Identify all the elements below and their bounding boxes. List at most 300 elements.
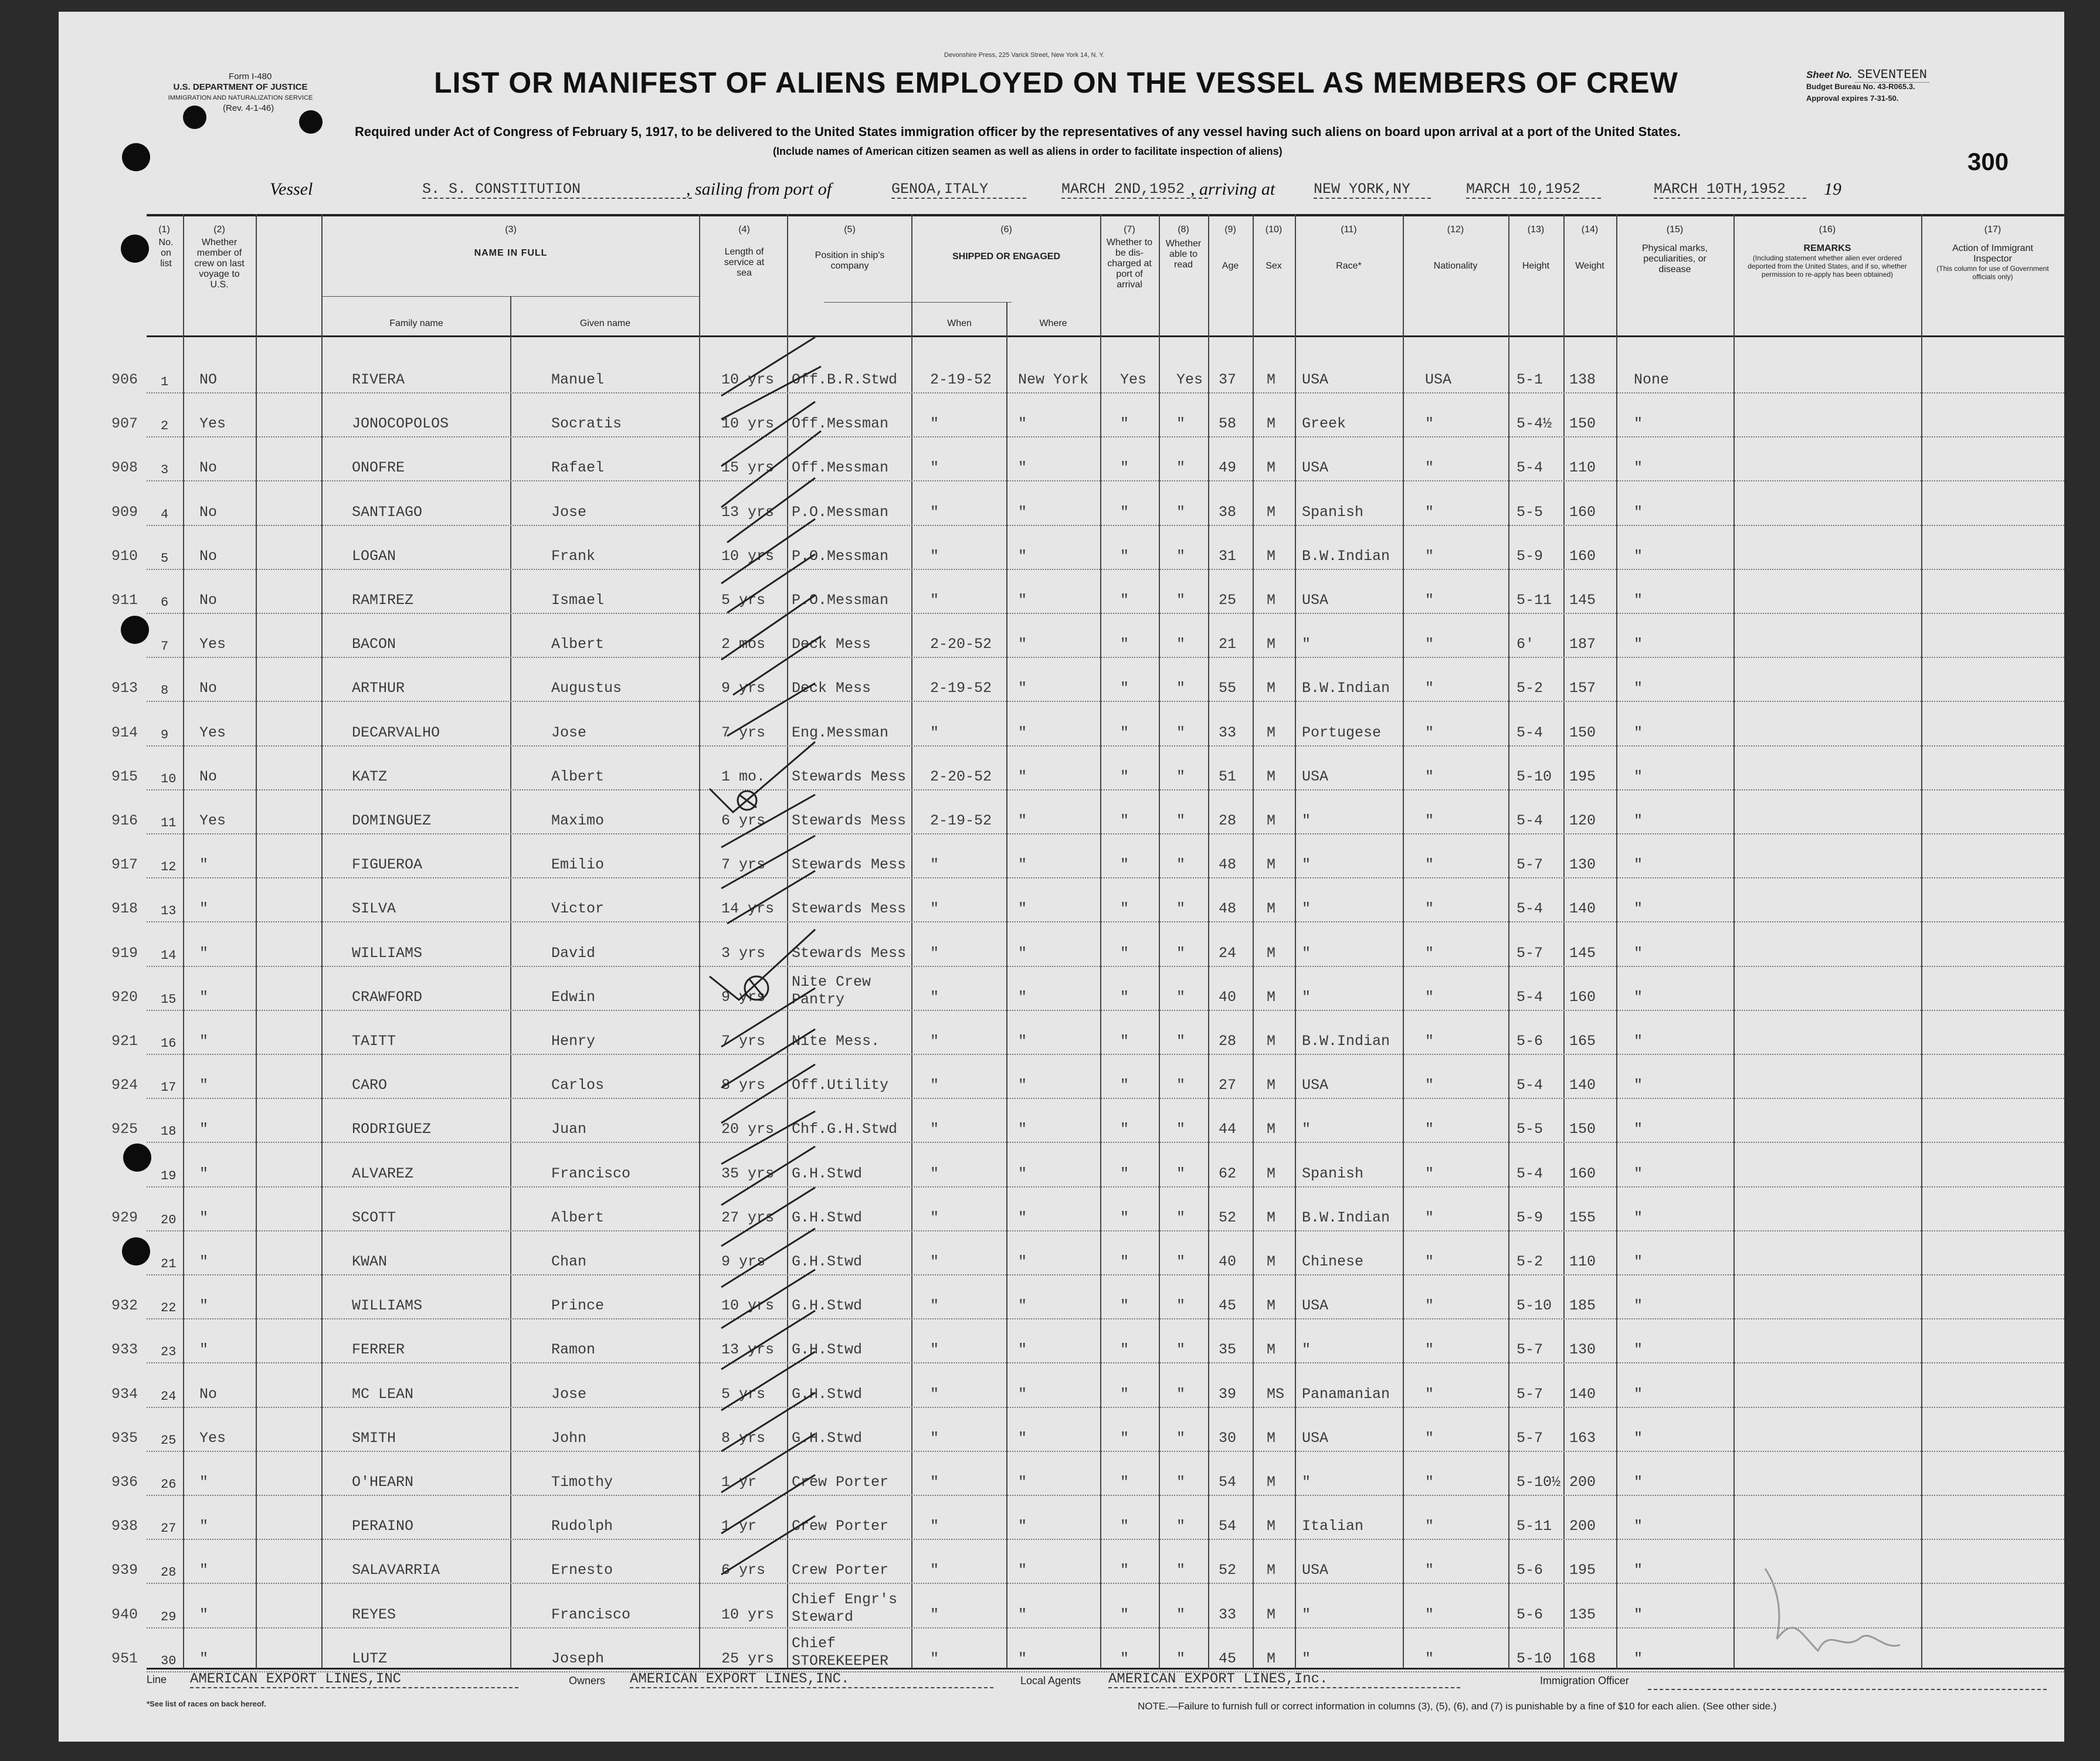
- cell-service-length: 5 yrs: [721, 1386, 766, 1403]
- cell-family-name: O'HEARN: [352, 1474, 414, 1491]
- sheet-number-block: [1806, 69, 2017, 104]
- cell-position-line2: STOREKEEPER: [792, 1653, 889, 1670]
- cell-position: Stewards Mess: [792, 812, 907, 829]
- cell-given-name: Augustus: [551, 680, 622, 697]
- row-rule: [147, 1230, 2064, 1231]
- cell-seq-number: 929: [111, 1209, 138, 1226]
- cell-given-name: Manuel: [551, 371, 605, 388]
- cell-given-name: Jose: [551, 504, 587, 521]
- cell-race: Portugese: [1302, 724, 1382, 741]
- cell-able-to-read: ": [1176, 1650, 1186, 1667]
- cell-position: P.O.Messman: [792, 592, 889, 609]
- cell-nationality: ": [1425, 1121, 1434, 1138]
- cell-physical-marks: ": [1634, 1165, 1643, 1182]
- cell-shipped-when: ": [930, 1077, 939, 1094]
- col-header-7: (7) Whether to be dis-charged at port of arrival: [1106, 225, 1153, 290]
- cell-nationality: ": [1425, 1430, 1434, 1447]
- cell-race: USA: [1302, 768, 1329, 785]
- cell-discharged: ": [1120, 592, 1129, 609]
- cell-seq-number: 939: [111, 1562, 138, 1579]
- cell-position: Nite Mess.: [792, 1033, 880, 1050]
- cell-height: 5-9: [1517, 548, 1543, 565]
- row-number: 4: [161, 507, 169, 522]
- cell-discharged: ": [1120, 945, 1129, 962]
- cell-shipped-where: ": [1018, 680, 1027, 697]
- row-number: 10: [161, 772, 177, 786]
- punch-hole: [122, 1237, 150, 1265]
- inspector-signature: [1742, 1563, 1918, 1680]
- cell-shipped-where: ": [1018, 989, 1027, 1006]
- cell-shipped-when: ": [930, 415, 939, 432]
- cell-prev-voyage: ": [199, 1121, 209, 1138]
- cell-sex: M: [1267, 724, 1276, 741]
- cell-race: Spanish: [1302, 1165, 1364, 1182]
- cell-family-name: SILVA: [352, 900, 396, 917]
- cell-weight: 163: [1569, 1430, 1596, 1447]
- cell-prev-voyage: ": [199, 1650, 209, 1667]
- cell-weight: 157: [1569, 680, 1596, 697]
- col-header-6-where: Where: [1039, 318, 1067, 328]
- cell-physical-marks: ": [1634, 1474, 1643, 1491]
- cell-shipped-where: ": [1018, 636, 1027, 653]
- cell-shipped-when: 2-20-52: [930, 636, 992, 653]
- cell-family-name: TAITT: [352, 1033, 396, 1050]
- cell-seq-number: 932: [111, 1297, 138, 1314]
- cell-given-name: Francisco: [551, 1165, 631, 1182]
- cell-able-to-read: ": [1176, 1209, 1186, 1226]
- cell-discharged: ": [1120, 1121, 1129, 1138]
- cell-physical-marks: ": [1634, 1253, 1643, 1270]
- form-number: Form I-480: [229, 72, 272, 82]
- row-number: 9: [161, 728, 169, 742]
- row-rule: [147, 1186, 2064, 1187]
- cell-seq-number: 940: [111, 1606, 138, 1623]
- cell-discharged: ": [1120, 415, 1129, 432]
- cell-nationality: USA: [1425, 371, 1452, 388]
- cell-shipped-when: ": [930, 1518, 939, 1535]
- cell-age: 21: [1219, 636, 1237, 653]
- cell-age: 58: [1219, 415, 1237, 432]
- cell-sex: M: [1267, 1033, 1276, 1050]
- cell-prev-voyage: Yes: [199, 724, 226, 741]
- cell-position: Chief Engr's: [792, 1591, 898, 1608]
- cell-able-to-read: ": [1176, 1253, 1186, 1270]
- cell-race: ": [1302, 989, 1311, 1006]
- row-number: 29: [161, 1610, 177, 1624]
- cell-sex: M: [1267, 504, 1276, 521]
- cell-height: 5-11: [1517, 592, 1552, 609]
- cell-height: 6': [1517, 636, 1535, 653]
- cell-discharged: ": [1120, 636, 1129, 653]
- row-number: 17: [161, 1080, 177, 1095]
- cell-position: Crew Porter: [792, 1518, 889, 1535]
- cell-able-to-read: ": [1176, 1430, 1186, 1447]
- cell-sex: M: [1267, 1430, 1276, 1447]
- cell-weight: 120: [1569, 812, 1596, 829]
- cell-seq-number: 916: [111, 812, 138, 829]
- cell-race: Spanish: [1302, 504, 1364, 521]
- cell-service-length: 10 yrs: [721, 1606, 775, 1623]
- cell-nationality: ": [1425, 504, 1434, 521]
- cell-service-length: 15 yrs: [721, 459, 775, 476]
- cell-prev-voyage: ": [199, 1297, 209, 1314]
- cell-position: P.O.Messman: [792, 548, 889, 565]
- cell-shipped-when: ": [930, 1562, 939, 1579]
- officer-label: Immigration Officer: [1540, 1675, 1629, 1687]
- cell-seq-number: 914: [111, 724, 138, 741]
- cell-sex: M: [1267, 459, 1276, 476]
- cell-sex: M: [1267, 680, 1276, 697]
- row-number: 13: [161, 904, 177, 918]
- revision: (Rev. 4-1-46): [223, 103, 274, 113]
- cell-race: B.W.Indian: [1302, 1209, 1390, 1226]
- cell-nationality: ": [1425, 856, 1434, 873]
- row-number: 23: [161, 1345, 177, 1359]
- cell-prev-voyage: ": [199, 1209, 209, 1226]
- cell-discharged: ": [1120, 724, 1129, 741]
- cell-sex: M: [1267, 1518, 1276, 1535]
- cell-service-length: 7 yrs: [721, 1033, 766, 1050]
- cell-shipped-when: ": [930, 1297, 939, 1314]
- cell-nationality: ": [1425, 1606, 1434, 1623]
- cell-position: Nite Crew: [792, 973, 871, 990]
- cell-seq-number: 906: [111, 371, 138, 388]
- cell-position: Deck Mess: [792, 636, 871, 653]
- cell-prev-voyage: ": [199, 1253, 209, 1270]
- cell-family-name: ARTHUR: [352, 680, 405, 697]
- cell-able-to-read: ": [1176, 1121, 1186, 1138]
- cell-weight: 150: [1569, 415, 1596, 432]
- cell-shipped-when: ": [930, 1430, 939, 1447]
- cell-able-to-read: ": [1176, 680, 1186, 697]
- cell-able-to-read: ": [1176, 1033, 1186, 1050]
- penalty-note: NOTE.—Failure to furnish full or correct information in columns (3), (5), (6), and (7) is punishable by a fine of $10 for each alien. (See other side.): [1138, 1701, 1777, 1712]
- sheet-number: SEVENTEEN: [1855, 67, 1929, 83]
- col-header-8: (8) Whether able to read: [1165, 225, 1202, 270]
- cell-seq-number: 921: [111, 1033, 138, 1050]
- cell-family-name: KATZ: [352, 768, 388, 785]
- cell-service-length: 6 yrs: [721, 1562, 766, 1579]
- cell-discharged: ": [1120, 1386, 1129, 1403]
- cell-prev-voyage: ": [199, 1077, 209, 1094]
- cell-sex: M: [1267, 592, 1276, 609]
- cell-race: USA: [1302, 1562, 1329, 1579]
- cell-given-name: Juan: [551, 1121, 587, 1138]
- cell-given-name: Rafael: [551, 459, 605, 476]
- cell-shipped-where: ": [1018, 459, 1027, 476]
- punch-hole: [121, 235, 149, 263]
- cell-weight: 160: [1569, 1165, 1596, 1182]
- cell-able-to-read: ": [1176, 1474, 1186, 1491]
- cell-sex: M: [1267, 636, 1276, 653]
- cell-race: ": [1302, 856, 1311, 873]
- col-header-1: (1) No. on list: [158, 225, 174, 269]
- cell-height: 5-5: [1517, 504, 1543, 521]
- row-number: 21: [161, 1257, 177, 1271]
- row-number: 1: [161, 375, 169, 389]
- printer-imprint: Devonshire Press, 225 Varick Street, New York 14, N. Y.: [944, 52, 1105, 59]
- cell-physical-marks: ": [1634, 459, 1643, 476]
- cell-service-length: 8 yrs: [721, 1430, 766, 1447]
- year-label: 19: [1824, 179, 1841, 199]
- cell-discharged: ": [1120, 1474, 1129, 1491]
- row-number: 2: [161, 419, 169, 433]
- cell-sex: M: [1267, 1650, 1276, 1667]
- cell-physical-marks: ": [1634, 989, 1643, 1006]
- cell-seq-number: 911: [111, 592, 138, 609]
- cell-weight: 200: [1569, 1518, 1596, 1535]
- cell-able-to-read: ": [1176, 1297, 1186, 1314]
- cell-height: 5-5: [1517, 1121, 1543, 1138]
- manifest-sheet: [59, 12, 2064, 1742]
- cell-given-name: Carlos: [551, 1077, 605, 1094]
- cell-race: Italian: [1302, 1518, 1364, 1535]
- cell-shipped-when: ": [930, 1341, 939, 1358]
- cell-physical-marks: ": [1634, 1077, 1643, 1094]
- cell-nationality: ": [1425, 636, 1434, 653]
- cell-discharged: ": [1120, 548, 1129, 565]
- cell-discharged: ": [1120, 1253, 1129, 1270]
- cell-position: G.H.Stwd: [792, 1297, 863, 1314]
- cell-service-length: 10 yrs: [721, 1297, 775, 1314]
- cell-discharged: ": [1120, 900, 1129, 917]
- cell-position: Crew Porter: [792, 1474, 889, 1491]
- cell-able-to-read: ": [1176, 415, 1186, 432]
- cell-given-name: Jose: [551, 1386, 587, 1403]
- form-id-block: [141, 72, 340, 114]
- approval-expires: Approval expires 7-31-50.: [1806, 94, 1899, 103]
- cell-seq-number: 910: [111, 548, 138, 565]
- subtitle: Required under Act of Congress of February 5, 1917, to be delivered to the United States immigration officer by the representatives of any vessel having such aliens on board upon arrival at a port of the United States.: [355, 124, 1681, 139]
- row-number: 16: [161, 1036, 177, 1051]
- row-rule: [147, 1274, 2064, 1275]
- cell-prev-voyage: ": [199, 1341, 209, 1358]
- cell-able-to-read: ": [1176, 459, 1186, 476]
- cell-position: G.H.Stwd: [792, 1209, 863, 1226]
- cell-discharged: ": [1120, 1562, 1129, 1579]
- cell-position: Off.Utility: [792, 1077, 889, 1094]
- vessel-label: Vessel: [270, 179, 313, 199]
- cell-sex: M: [1267, 1253, 1276, 1270]
- cell-race: USA: [1302, 371, 1329, 388]
- cell-shipped-when: ": [930, 900, 939, 917]
- row-number: 30: [161, 1654, 177, 1668]
- row-rule: [147, 569, 2064, 570]
- cell-age: 45: [1219, 1650, 1237, 1667]
- cell-physical-marks: ": [1634, 945, 1643, 962]
- cell-service-length: 1 mo.: [721, 768, 766, 785]
- cell-given-name: Maximo: [551, 812, 605, 829]
- cell-prev-voyage: Yes: [199, 1430, 226, 1447]
- cell-height: 5-1: [1517, 371, 1543, 388]
- cell-shipped-where: ": [1018, 1297, 1027, 1314]
- cell-height: 5-4: [1517, 724, 1543, 741]
- cell-weight: 160: [1569, 548, 1596, 565]
- cell-height: 5-4: [1517, 900, 1543, 917]
- cell-physical-marks: ": [1634, 1650, 1643, 1667]
- row-rule: [147, 613, 2064, 614]
- row-number: 25: [161, 1433, 177, 1448]
- cell-race: ": [1302, 900, 1311, 917]
- cell-nationality: ": [1425, 1165, 1434, 1182]
- cell-position: Crew Porter: [792, 1562, 889, 1579]
- cell-prev-voyage: ": [199, 1033, 209, 1050]
- cell-prev-voyage: No: [199, 592, 218, 609]
- cell-given-name: Chan: [551, 1253, 587, 1270]
- cell-able-to-read: ": [1176, 504, 1186, 521]
- cell-age: 27: [1219, 1077, 1237, 1094]
- cell-physical-marks: ": [1634, 415, 1643, 432]
- cell-sex: M: [1267, 1297, 1276, 1314]
- cell-family-name: RODRIGUEZ: [352, 1121, 432, 1138]
- cell-physical-marks: ": [1634, 1209, 1643, 1226]
- cell-seq-number: 920: [111, 989, 138, 1006]
- cell-position: Stewards Mess: [792, 945, 907, 962]
- cell-height: 5-7: [1517, 1341, 1543, 1358]
- cell-service-length: 10 yrs: [721, 415, 775, 432]
- row-number: 6: [161, 595, 169, 610]
- cell-position-line2: Steward: [792, 1609, 854, 1626]
- cell-sex: M: [1267, 1165, 1276, 1182]
- cell-service-length: 2 mos: [721, 636, 766, 653]
- cell-seq-number: 938: [111, 1518, 138, 1535]
- cell-shipped-when: ": [930, 1253, 939, 1270]
- col-header-3-given: Given name: [579, 318, 631, 328]
- cell-weight: 195: [1569, 768, 1596, 785]
- cell-service-length: 3 yrs: [721, 945, 766, 962]
- cell-service-length: 1 yr: [721, 1474, 757, 1491]
- cell-discharged: ": [1120, 680, 1129, 697]
- cell-weight: 110: [1569, 459, 1596, 476]
- cell-given-name: Joseph: [551, 1650, 605, 1667]
- cell-discharged: ": [1120, 812, 1129, 829]
- cell-nationality: ": [1425, 900, 1434, 917]
- cell-discharged: Yes: [1120, 371, 1147, 388]
- cell-given-name: Albert: [551, 768, 605, 785]
- col-header-6-when: When: [947, 318, 972, 328]
- cell-prev-voyage: No: [199, 504, 218, 521]
- cell-family-name: ONOFRE: [352, 459, 405, 476]
- cell-weight: 150: [1569, 724, 1596, 741]
- cell-height: 5-4½: [1517, 415, 1552, 432]
- footer: [147, 1671, 2064, 1730]
- include-note: (Include names of American citizen seamen as well as aliens in order to facilitate inspection of aliens): [773, 145, 1283, 157]
- cell-physical-marks: ": [1634, 636, 1643, 653]
- cell-able-to-read: ": [1176, 989, 1186, 1006]
- cell-nationality: ": [1425, 1077, 1434, 1094]
- cell-position: G.H.Stwd: [792, 1386, 863, 1403]
- typed-date: MARCH 10TH,1952: [1654, 181, 1806, 199]
- cell-discharged: ": [1120, 1606, 1129, 1623]
- cell-shipped-when: ": [930, 945, 939, 962]
- cell-age: 39: [1219, 1386, 1237, 1403]
- cell-sex: M: [1267, 768, 1276, 785]
- cell-prev-voyage: No: [199, 459, 218, 476]
- cell-shipped-when: 2-19-52: [930, 371, 992, 388]
- row-rule: [147, 1054, 2064, 1055]
- row-number: 8: [161, 683, 169, 698]
- row-rule: [147, 657, 2064, 658]
- cell-prev-voyage: ": [199, 989, 209, 1006]
- cell-shipped-when: ": [930, 1474, 939, 1491]
- cell-prev-voyage: ": [199, 1474, 209, 1491]
- cell-shipped-when: ": [930, 1209, 939, 1226]
- cell-service-length: 9 yrs: [721, 680, 766, 697]
- cell-given-name: Francisco: [551, 1606, 631, 1623]
- cell-able-to-read: ": [1176, 1077, 1186, 1094]
- cell-age: 38: [1219, 504, 1237, 521]
- cell-physical-marks: ": [1634, 768, 1643, 785]
- cell-shipped-where: New York: [1018, 371, 1089, 388]
- sail-date: MARCH 2ND,1952: [1061, 181, 1208, 199]
- cell-height: 5-7: [1517, 1386, 1543, 1403]
- cell-shipped-when: 2-20-52: [930, 768, 992, 785]
- cell-weight: 135: [1569, 1606, 1596, 1623]
- cell-nationality: ": [1425, 459, 1434, 476]
- col-header-3-family: Family name: [389, 318, 443, 328]
- cell-nationality: ": [1425, 1518, 1434, 1535]
- cell-prev-voyage: NO: [199, 371, 218, 388]
- cell-shipped-when: ": [930, 856, 939, 873]
- cell-physical-marks: ": [1634, 548, 1643, 565]
- cell-given-name: David: [551, 945, 596, 962]
- cell-height: 5-4: [1517, 812, 1543, 829]
- cell-race: B.W.Indian: [1302, 680, 1390, 697]
- cell-service-length: 27 yrs: [721, 1209, 775, 1226]
- cell-race: B.W.Indian: [1302, 548, 1390, 565]
- cell-seq-number: 919: [111, 945, 138, 962]
- cell-able-to-read: ": [1176, 592, 1186, 609]
- row-number: 27: [161, 1521, 177, 1536]
- cell-height: 5-2: [1517, 680, 1543, 697]
- cell-given-name: Albert: [551, 1209, 605, 1226]
- cell-prev-voyage: ": [199, 856, 209, 873]
- cell-weight: 160: [1569, 504, 1596, 521]
- cell-position: Stewards Mess: [792, 856, 907, 873]
- row-rule: [147, 1142, 2064, 1143]
- cell-race: ": [1302, 945, 1311, 962]
- cell-able-to-read: ": [1176, 1518, 1186, 1535]
- cell-service-length: 35 yrs: [721, 1165, 775, 1182]
- cell-shipped-where: ": [1018, 1562, 1027, 1579]
- row-number: 14: [161, 948, 177, 963]
- cell-discharged: ": [1120, 1077, 1129, 1094]
- cell-position: Off.Messman: [792, 459, 889, 476]
- cell-physical-marks: ": [1634, 1430, 1643, 1447]
- cell-seq-number: 951: [111, 1650, 138, 1667]
- cell-family-name: RAMIREZ: [352, 592, 414, 609]
- cell-weight: 185: [1569, 1297, 1596, 1314]
- row-number: 20: [161, 1213, 177, 1227]
- cell-age: 28: [1219, 812, 1237, 829]
- cell-given-name: Ismael: [551, 592, 605, 609]
- cell-height: 5-9: [1517, 1209, 1543, 1226]
- cell-physical-marks: ": [1634, 1341, 1643, 1358]
- cell-position: Off.Messman: [792, 415, 889, 432]
- cell-sex: M: [1267, 1077, 1276, 1094]
- cell-weight: 140: [1569, 1077, 1596, 1094]
- cell-shipped-when: ": [930, 1650, 939, 1667]
- cell-service-length: 7 yrs: [721, 724, 766, 741]
- cell-physical-marks: ": [1634, 1033, 1643, 1050]
- cell-age: 31: [1219, 548, 1237, 565]
- owners-value: AMERICAN EXPORT LINES,INC.: [630, 1671, 993, 1688]
- cell-shipped-when: ": [930, 724, 939, 741]
- arriving-label: , arriving at: [1190, 179, 1275, 199]
- cell-height: 5-6: [1517, 1033, 1543, 1050]
- sheet-label: Sheet No.: [1806, 69, 1853, 80]
- budget-bureau: Budget Bureau No. 43-R065.3.: [1806, 82, 1915, 91]
